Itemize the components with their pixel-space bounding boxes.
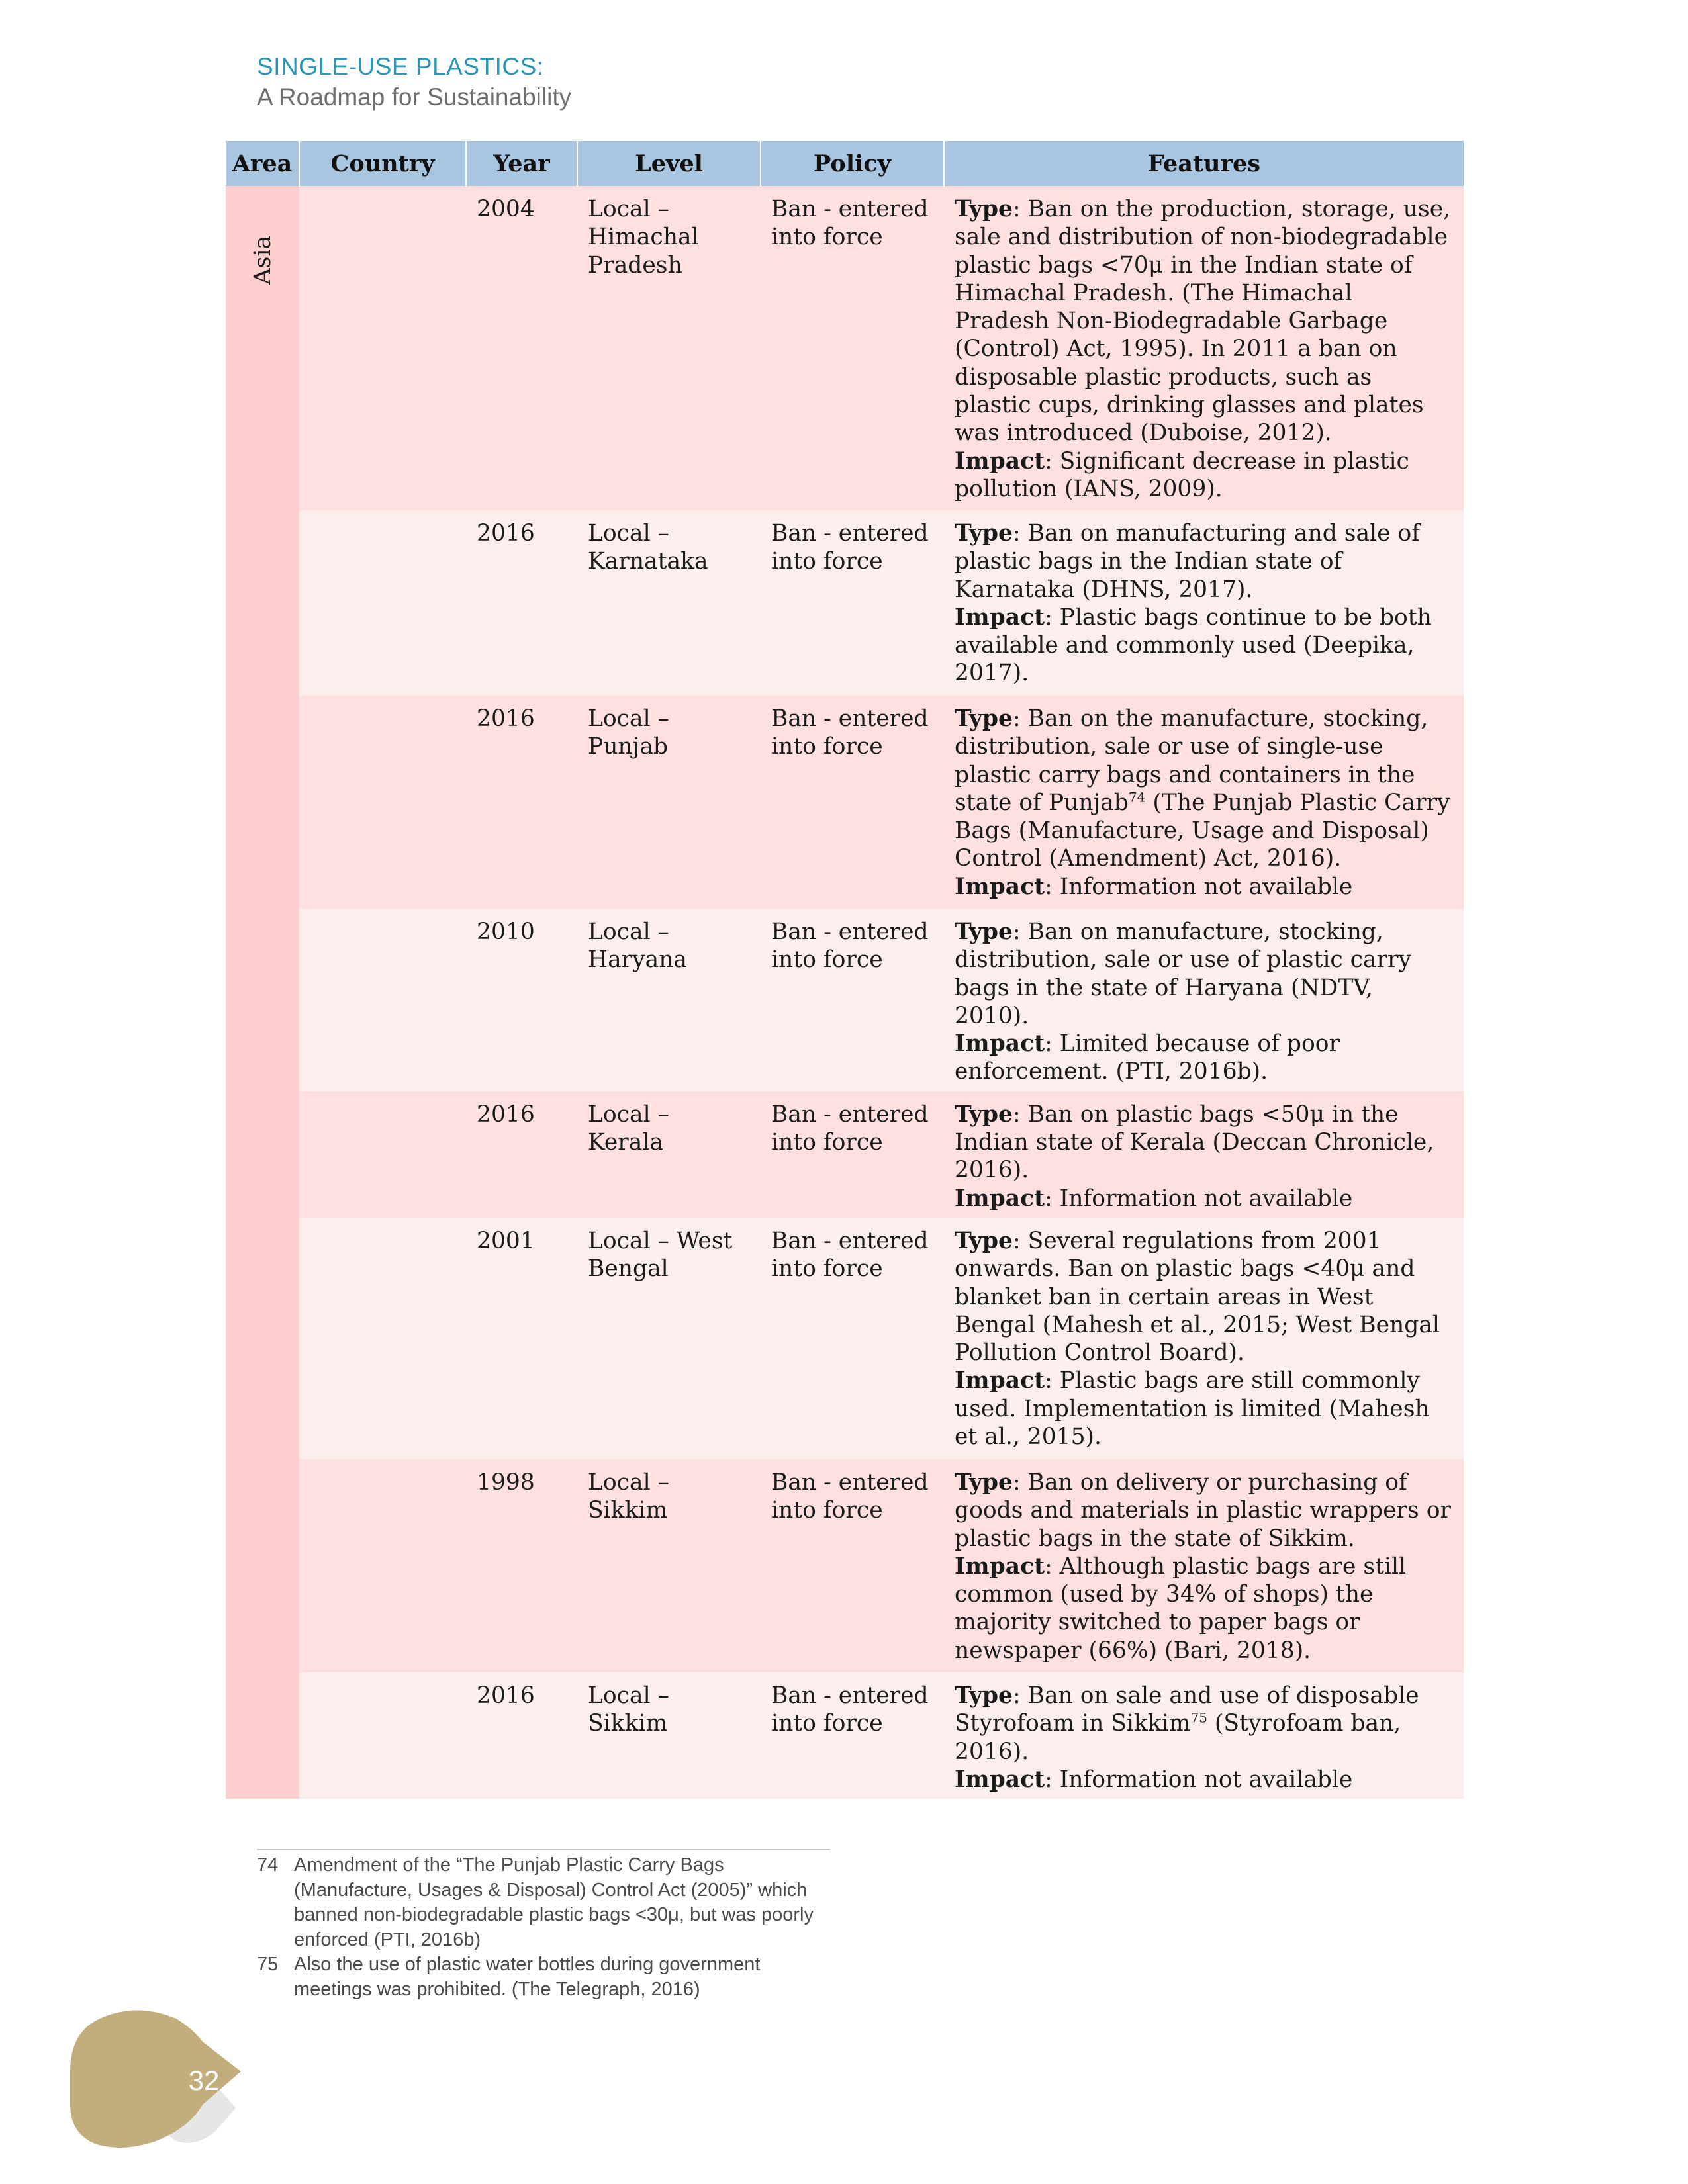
feature-type: Type: Ban on plastic bags <50μ in the Indian state of Kerala (Deccan Chronicle, 2016). bbox=[955, 1101, 1434, 1184]
country-cell bbox=[299, 1091, 466, 1218]
column-header-area: Area bbox=[226, 141, 299, 186]
features-cell bbox=[944, 1672, 1464, 1799]
policy-cell: Ban - entered into force bbox=[761, 696, 944, 909]
country-cell bbox=[299, 696, 466, 909]
year-cell: 2004 bbox=[466, 186, 577, 510]
year-cell: 2016 bbox=[466, 1091, 577, 1218]
feature-impact: Impact: Information not available bbox=[955, 1185, 1353, 1212]
year-cell: 2016 bbox=[466, 1672, 577, 1799]
feature-type: Type: Ban on manufacturing and sale of plastic bags in the Indian state of Karnataka (DHNS, 2017). bbox=[955, 520, 1421, 603]
document-title: SINGLE-USE PLASTICS: bbox=[257, 53, 544, 80]
footnote-ref-74: 74 bbox=[1128, 789, 1146, 805]
features-cell bbox=[944, 696, 1464, 909]
year-cell: 2001 bbox=[466, 1218, 577, 1459]
column-header-year: Year bbox=[466, 141, 577, 186]
level-cell: Local – West Bengal bbox=[577, 1218, 761, 1459]
policy-cell: Ban - entered into force bbox=[761, 510, 944, 696]
feature-impact: Impact: Information not available bbox=[955, 873, 1353, 900]
level-cell: Local – Sikkim bbox=[577, 1672, 761, 1799]
features-cell bbox=[944, 510, 1464, 696]
feature-type: Type: Ban on the production, storage, use, sale and distribution of non-biodegradable plastic bags <70μ in the Indian state of Himachal Pradesh. (The Himachal Pradesh Non-Biodegradable Garbage (Control) Act, 1995). In 2011 a ban on disposable plastic products, such as plastic cups, drinking glasses and plates was introduced (Duboise, 2012). bbox=[955, 196, 1451, 447]
features-cell bbox=[944, 186, 1464, 510]
document-subtitle: A Roadmap for Sustainability bbox=[257, 83, 572, 111]
feature-impact: Impact: Limited because of poor enforcement. (PTI, 2016b). bbox=[955, 1030, 1340, 1085]
table-row bbox=[226, 1459, 1464, 1672]
table-row bbox=[226, 696, 1464, 909]
feature-impact: Impact: Plastic bags continue to be both available and commonly used (Deepika, 2017). bbox=[955, 604, 1432, 687]
feature-impact: Impact: Information not available bbox=[955, 1766, 1353, 1793]
feature-type: Type: Ban on the manufacture, stocking, distribution, sale or use of single-use plastic carry bags and containers in the state of Punjab$^{74}$ (The Punjab Plastic Carry Bags (Manufacture, Usage and Disposal) Control (Amendment) Act, 2016). bbox=[955, 705, 1450, 872]
table-row bbox=[226, 186, 1464, 510]
year-cell: 2016 bbox=[466, 510, 577, 696]
area-label: Asia bbox=[249, 235, 276, 285]
level-cell: Local – Kerala bbox=[577, 1091, 761, 1218]
page-number: 32 bbox=[188, 2065, 220, 2096]
feature-impact: Impact: Plastic bags are still commonly used. Implementation is limited (Mahesh et al., 2015). bbox=[955, 1367, 1430, 1451]
country-cell bbox=[299, 1672, 466, 1799]
table-row bbox=[226, 909, 1464, 1091]
running-header bbox=[257, 52, 571, 113]
feature-type: Type: Ban on delivery or purchasing of goods and materials in plastic wrappers or plastic bags in the state of Sikkim. bbox=[955, 1469, 1451, 1552]
footnote-number: 74 bbox=[257, 1854, 279, 1876]
policy-cell: Ban - entered into force bbox=[761, 186, 944, 510]
features-cell bbox=[944, 1459, 1464, 1672]
policy-cell: Ban - entered into force bbox=[761, 1091, 944, 1218]
year-cell: 2016 bbox=[466, 696, 577, 909]
level-cell: Local – Haryana bbox=[577, 909, 761, 1091]
country-cell bbox=[299, 1459, 466, 1672]
feature-type: Type: Several regulations from 2001 onwards. Ban on plastic bags <40μ and blanket ban in certain areas in West Bengal (Mahesh et al., 2015; West Bengal Pollution Control Board). bbox=[955, 1227, 1440, 1367]
footnote-ref-75: 75 bbox=[1190, 1709, 1207, 1726]
table-row bbox=[226, 1091, 1464, 1218]
table-header-row bbox=[226, 141, 1464, 186]
footnote-74 bbox=[257, 1853, 833, 1952]
footnote-text: Amendment of the “The Punjab Plastic Carry Bags (Manufacture, Usages & Disposal) Control Act (2005)” which banned non-biodegradable plastic bags <30μ, but was poorly enforced (PTI, 2016b) bbox=[294, 1854, 814, 1950]
country-cell bbox=[299, 510, 466, 696]
policy-table bbox=[226, 141, 1464, 1799]
footnote-number: 75 bbox=[257, 1954, 279, 1975]
features-cell bbox=[944, 909, 1464, 1091]
feature-impact: Impact: Although plastic bags are still common (used by 34% of shops) the majority switched to paper bags or newspaper (66%) (Bari, 2018). bbox=[955, 1553, 1407, 1664]
policy-cell: Ban - entered into force bbox=[761, 909, 944, 1091]
column-header-policy: Policy bbox=[761, 141, 944, 186]
feature-type: Type: Ban on sale and use of disposable Styrofoam in Sikkim$^{75}$ (Styrofoam ban, 2016). bbox=[955, 1682, 1419, 1765]
year-cell: 2010 bbox=[466, 909, 577, 1091]
footnote-divider bbox=[257, 1849, 830, 1850]
policy-cell: Ban - entered into force bbox=[761, 1218, 944, 1459]
policy-cell: Ban - entered into force bbox=[761, 1459, 944, 1672]
column-header-features: Features bbox=[944, 141, 1464, 186]
policy-cell: Ban - entered into force bbox=[761, 1672, 944, 1799]
level-cell: Local – Punjab bbox=[577, 696, 761, 909]
column-header-country: Country bbox=[299, 141, 466, 186]
year-cell: 1998 bbox=[466, 1459, 577, 1672]
footnotes bbox=[257, 1853, 833, 2002]
footnote-text: Also the use of plastic water bottles during government meetings was prohibited. (The Telegraph, 2016) bbox=[294, 1954, 761, 2000]
area-cell bbox=[226, 186, 299, 1799]
feature-type: Type: Ban on manufacture, stocking, distribution, sale or use of plastic carry bags in the state of Haryana (NDTV, 2010). bbox=[955, 919, 1412, 1029]
level-cell: Local – Karnataka bbox=[577, 510, 761, 696]
table-row bbox=[226, 1218, 1464, 1459]
features-cell bbox=[944, 1218, 1464, 1459]
feature-impact: Impact: Significant decrease in plastic pollution (IANS, 2009). bbox=[955, 447, 1409, 502]
level-cell: Local – Sikkim bbox=[577, 1459, 761, 1672]
column-header-level: Level bbox=[577, 141, 761, 186]
features-cell bbox=[944, 1091, 1464, 1218]
level-cell: Local – Himachal Pradesh bbox=[577, 186, 761, 510]
footnote-75 bbox=[257, 1952, 833, 2002]
page-badge-decoration bbox=[70, 2005, 269, 2164]
table-row bbox=[226, 1672, 1464, 1799]
country-cell bbox=[299, 186, 466, 510]
country-cell bbox=[299, 1218, 466, 1459]
country-cell bbox=[299, 909, 466, 1091]
table-row bbox=[226, 510, 1464, 696]
